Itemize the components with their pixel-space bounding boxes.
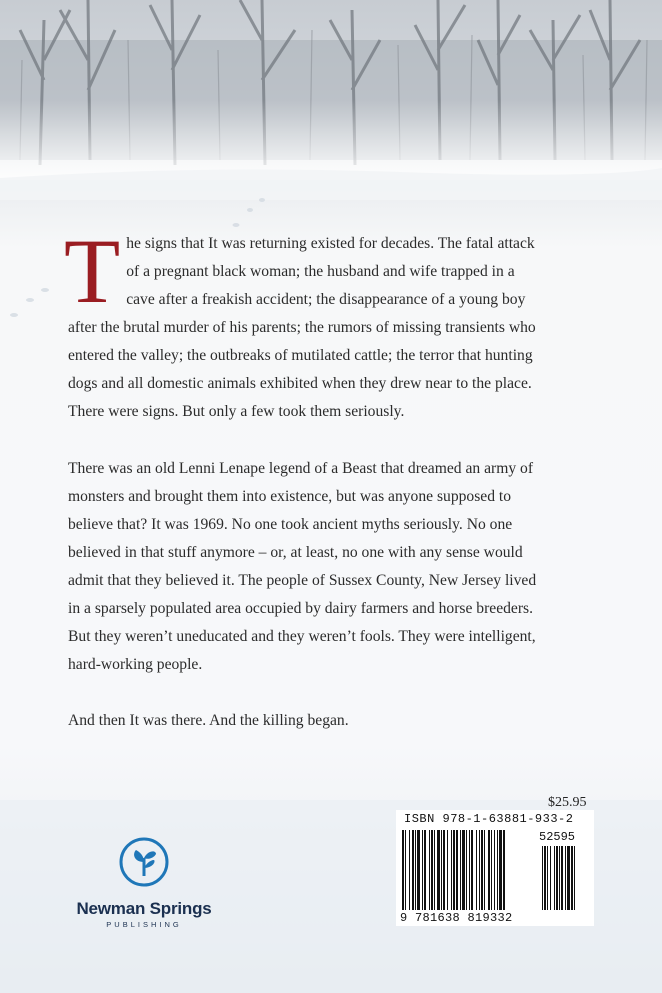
ean-digits: 9 781638 819332	[400, 911, 513, 925]
addon-bar	[556, 846, 558, 910]
addon-bar	[547, 846, 548, 910]
barcode-bar	[447, 830, 448, 910]
barcode-bar	[503, 830, 505, 910]
text-line: And then It was there. And the killing began.	[68, 712, 349, 729]
text-line: in a sparsely populated area occupied by dairy farmers and horse breeders.	[68, 600, 534, 617]
barcode-bar	[405, 830, 406, 910]
addon-bar	[561, 846, 563, 910]
price-label: $25.95	[548, 795, 587, 810]
isbn-barcode	[396, 810, 594, 926]
barcode-bar	[481, 830, 483, 910]
barcode-bar	[462, 830, 465, 910]
text-line: believe that? It was 1969. No one took ancient myths seriously. No one	[68, 516, 513, 533]
barcode-bar	[499, 830, 502, 910]
barcode-bar	[437, 830, 440, 910]
text-line: he signs that It was returning existed for decades. The fatal attack	[126, 235, 535, 252]
blurb-paragraph-1	[64, 220, 628, 426]
addon-bar	[559, 846, 560, 910]
barcode-bar	[488, 830, 490, 910]
text-line: of a pregnant black woman; the husband and wife trapped in a	[126, 263, 515, 280]
barcode-bar	[456, 830, 458, 910]
blurb-paragraph-3	[68, 707, 628, 735]
barcode-bar	[434, 830, 435, 910]
sprout-logo-icon	[118, 836, 170, 888]
addon-bar	[565, 846, 566, 910]
barcode-bar	[466, 830, 467, 910]
addon-code: 52595	[539, 830, 576, 844]
barcode-bar	[484, 830, 485, 910]
publisher-subtitle: PUBLISHING	[106, 920, 182, 929]
barcode-bar	[469, 830, 470, 910]
addon-bar	[544, 846, 546, 910]
barcode-bar	[402, 830, 404, 910]
blurb-paragraph-2	[68, 455, 628, 679]
addon-bar	[567, 846, 570, 910]
barcode-bar	[460, 830, 461, 910]
text-line: monsters and brought them into existence, but was anyone supposed to	[68, 488, 512, 505]
addon-bar	[542, 846, 543, 910]
barcode-bar	[443, 830, 445, 910]
text-line: after the brutal murder of his parents; the rumors of missing transients who	[68, 319, 536, 336]
text-line: believed in that stuff anymore – or, at least, no one with any sense would	[68, 544, 523, 561]
barcode-bar	[429, 830, 430, 910]
barcode-bar	[471, 830, 473, 910]
addon-bar	[554, 846, 555, 910]
addon-bar	[550, 846, 551, 910]
isbn-label: ISBN 978-1-63881-933-2	[404, 812, 574, 826]
drop-cap-letter: T	[64, 220, 121, 322]
barcode-bar	[424, 830, 426, 910]
text-line: hard-working people.	[68, 656, 203, 673]
text-line: admit that they believed it. The people of Sussex County, New Jersey lived	[68, 572, 537, 589]
barcode-bar	[412, 830, 414, 910]
text-line: There were signs. But only a few took them seriously.	[68, 403, 405, 420]
barcode-bar	[476, 830, 477, 910]
text-line: dogs and all domestic animals exhibited when they drew near to the place.	[68, 375, 532, 392]
addon-bar	[571, 846, 573, 910]
barcode-bar	[409, 830, 410, 910]
barcode-bar	[494, 830, 495, 910]
barcode-bar	[441, 830, 442, 910]
barcode-bar	[491, 830, 492, 910]
barcode-bar	[431, 830, 433, 910]
barcode-bar	[422, 830, 423, 910]
text-line: entered the valley; the outbreaks of mutilated cattle; the terror that hunting	[68, 347, 533, 364]
publisher-name: Newman Springs	[76, 899, 212, 918]
barcode-bar	[417, 830, 420, 910]
barcode-bar	[479, 830, 480, 910]
barcode-bar	[453, 830, 455, 910]
text-line: But they weren’t uneducated and they weren’t fools. They were intelligent,	[68, 628, 536, 645]
barcode-bar	[497, 830, 498, 910]
barcode-bar	[451, 830, 452, 910]
addon-bar	[574, 846, 575, 910]
text-line: There was an old Lenni Lenape legend of a Beast that dreamed an army of	[68, 460, 534, 477]
publisher-logo	[64, 836, 224, 929]
barcode-bar	[415, 830, 416, 910]
text-line: cave after a freakish accident; the disappearance of a young boy	[126, 291, 526, 308]
